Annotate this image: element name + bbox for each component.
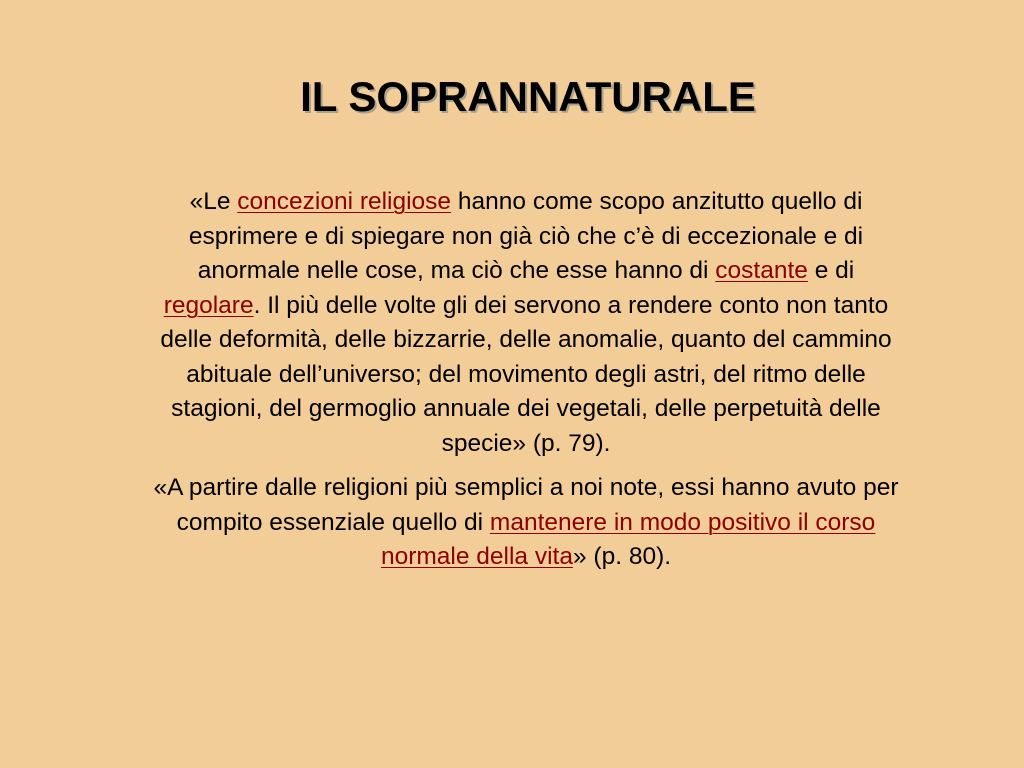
quote1-text-4: . Il più delle volte gli dei servono a rendere conto non tanto delle deformità, delle bizzarrie, delle anomalie, quanto del cammino abituale dell’universo; del movimento degli astri, del ritmo delle stagioni, del germoglio annuale dei vegetali, delle perpetuità delle specie» (p. 79). [160, 291, 892, 457]
quote2-text-2: » (p. 80). [572, 543, 672, 570]
quote1-text-3: e di [807, 257, 855, 284]
quote1-highlight-concezioni: concezioni religiose [237, 188, 452, 215]
slide-body [150, 185, 902, 575]
quote1-highlight-regolare: regolare [163, 291, 254, 319]
quote1-text-1: «Le [189, 188, 238, 215]
quote1-text-2: hanno come scopo anzitutto quello di esprimere e di spiegare non già ciò che c’è di eccezionale e di anormale nelle cose, ma ciò che esse hanno di [188, 188, 864, 284]
quote-paragraph-1 [150, 185, 902, 461]
quote-paragraph-2 [150, 471, 902, 575]
quote1-highlight-costante: costante [715, 257, 808, 284]
quote2-highlight-mantenere: mantenere in modo positivo il corso normale della vita [380, 508, 876, 570]
slide-title: IL SOPRANNATURALE [300, 73, 756, 120]
quote2-text-1: «A partire dalle religioni più semplici a noi note, essi hanno avuto per compito essenziale quello di [153, 474, 899, 536]
